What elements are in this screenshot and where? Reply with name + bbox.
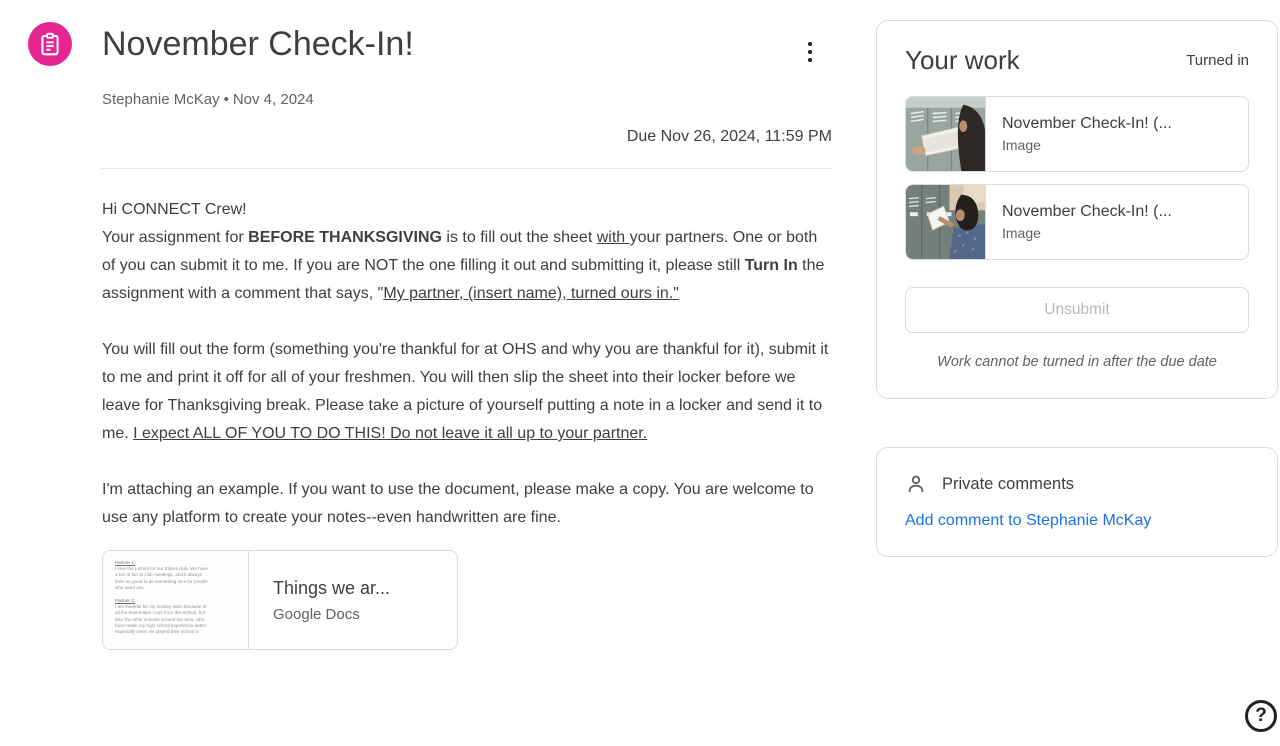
your-work-card xyxy=(876,20,1278,399)
unsubmit-button[interactable]: Unsubmit xyxy=(905,287,1249,333)
doc-attachment-title: Things we ar... xyxy=(273,577,391,598)
work-attachment-title: November Check-In! (... xyxy=(1002,115,1172,132)
locker-photo-thumbnail xyxy=(906,185,986,259)
attachment-list xyxy=(905,96,1249,260)
author-name: Stephanie McKay xyxy=(102,91,220,108)
locker-photo-2 xyxy=(906,185,985,259)
assignment-header xyxy=(28,22,832,108)
your-work-title: Your work xyxy=(905,45,1020,75)
work-attachment-item[interactable] xyxy=(905,184,1249,260)
due-date: Due Nov 26, 2024, 11:59 PM xyxy=(626,128,832,145)
due-date-note: Work cannot be turned in after the due date xyxy=(937,354,1217,370)
person-icon xyxy=(905,473,927,495)
byline-dot: • xyxy=(223,91,229,108)
doc-preview-thumbnail: Partner 1: I love the Letters for our Elders club. We have a ton of fun at club meetings, and it always feels so good to do something nice for people who need you. Partner 2: I am thankful for my hockey team because of all the teammates I met from this school, but also the other schools around the area, who have made my high school experience better, especially when we played their school in xyxy=(103,551,249,649)
doc-attachment-card[interactable] xyxy=(102,550,458,650)
assignment-description: Hi CONNECT Crew! Your assignment for BEFORE THANKSGIVING is to fill out the sheet with your partners. One or both of you can submit it to me. If you are NOT the one filling it out and submitting it, please still Turn In the assignment with a comment that says, "My partner, (insert name), turned ours in." You will fill out the form (something you're thankful for at OHS and why you are thankful for it), submit it to me and print it off for all of your freshmen. You will then slip the sheet into their locker before we leave for Thanksgiving break. Please take a picture of yourself putting a note in a locker and send it to me. I expect ALL OF YOU TO DO THIS! Do not leave it all up to your partner. I'm attaching an example. If you want to use the document, please make a copy. You are welcome to use any platform to create your notes--even handwritten are fine. xyxy=(102,201,829,526)
clipboard-icon xyxy=(37,31,63,57)
add-comment-link[interactable]: Add comment to Stephanie McKay xyxy=(905,512,1152,529)
more-options-button[interactable] xyxy=(790,32,830,72)
byline xyxy=(102,91,832,108)
doc-attachment-type: Google Docs xyxy=(273,605,360,623)
question-mark-icon: ? xyxy=(1255,705,1267,726)
locker-photo-thumbnail xyxy=(906,97,986,171)
page-title: November Check-In! xyxy=(102,25,414,63)
assignment-main xyxy=(28,22,832,650)
sidebar xyxy=(876,20,1278,557)
work-attachment-title: November Check-In! (... xyxy=(1002,203,1172,220)
work-attachment-item[interactable] xyxy=(905,96,1249,172)
status-badge: Turned in xyxy=(1186,52,1249,69)
header-divider xyxy=(100,168,832,169)
assignment-icon xyxy=(28,22,72,66)
work-attachment-type: Image xyxy=(1002,225,1041,241)
posted-date: Nov 4, 2024 xyxy=(232,91,314,108)
locker-photo-1 xyxy=(906,97,985,171)
help-button[interactable] xyxy=(1245,700,1277,732)
work-attachment-type: Image xyxy=(1002,137,1041,153)
private-comments-title: Private comments xyxy=(942,474,1075,493)
private-comments-card xyxy=(876,447,1278,557)
